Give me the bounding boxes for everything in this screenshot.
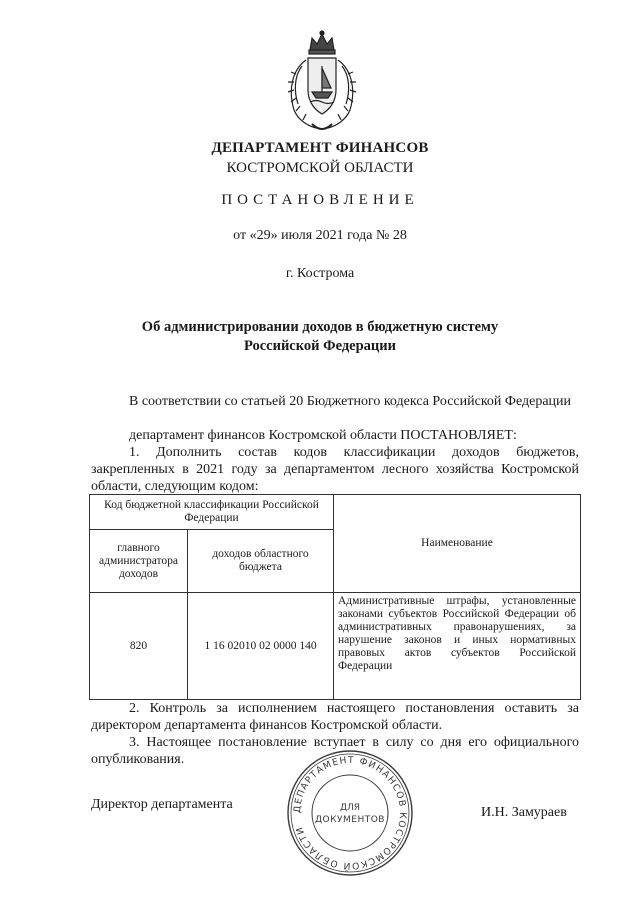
table-cell-admin-code: 820 [90, 593, 188, 700]
document-type: ПОСТАНОВЛЕНИЕ [221, 192, 419, 208]
stamp-inner-line-2: ДОКУМЕНТОВ [315, 815, 385, 825]
signature-position: Директор департамента [91, 797, 233, 812]
paragraph-intro: В соответствии со статьей 20 Бюджетного кодекса Российской Федерации [129, 394, 572, 409]
table-col-income-header: доходов областного бюджета [188, 530, 334, 593]
paragraph-item-2: 2. Контроль за исполнением настоящего постановления оставить за директором департамента финансов Костромской области. [91, 701, 579, 733]
official-stamp [285, 748, 415, 878]
signature-name: И.Н. Замураев [481, 805, 567, 820]
paragraph-item-3: 3. Настоящее постановление вступает в силу со дня его официального опубликования. [91, 735, 579, 767]
stamp-outer-text: ДЕПАРТАМЕНТ ФИНАНСОВ КОСТРОМСКОЙ ОБЛАСТИ [291, 754, 409, 872]
document-date-number: от «29» июля 2021 года № 28 [233, 228, 407, 243]
table-col-name-header: Наименование [334, 495, 581, 593]
stamp-inner-line-1: ДЛЯ [339, 803, 361, 813]
budget-code-table [89, 494, 581, 700]
org-region: КОСТРОМСКОЙ ОБЛАСТИ [226, 160, 414, 176]
subject-line-2: Российской Федерации [243, 338, 396, 354]
table-cell-name-text: Административные штрафы, установленные законами субъектов Российской Федерации об административных правонарушениях, за нарушение законов и иных нормативных правовых актов субъектов Российской Федерации [338, 595, 576, 672]
document-subject [0, 318, 640, 356]
subject-line-1: Об администрировании доходов в бюджетную систему [141, 319, 499, 335]
table-header-row [90, 495, 581, 530]
table-group-header: Код бюджетной классификации Российской Федерации [90, 495, 334, 530]
table-row [90, 593, 581, 700]
paragraph-item-1: 1. Дополнить состав кодов классификации доходов бюджетов, закрепленных в 2021 году за департаментом лесного хозяйства Костромской области, следующим кодом: [91, 445, 579, 494]
table-col-admin-header: главного администратора доходов [90, 530, 188, 593]
coat-of-arms-emblem [282, 30, 362, 140]
org-name: ДЕПАРТАМЕНТ ФИНАНСОВ [211, 140, 429, 156]
document-city: г. Кострома [285, 266, 355, 281]
paragraph-decision: департамент финансов Костромской области ПОСТАНОВЛЯЕТ: [129, 428, 517, 443]
table-cell-name [334, 593, 581, 700]
table-cell-income-code: 1 16 02010 02 0000 140 [188, 593, 334, 700]
